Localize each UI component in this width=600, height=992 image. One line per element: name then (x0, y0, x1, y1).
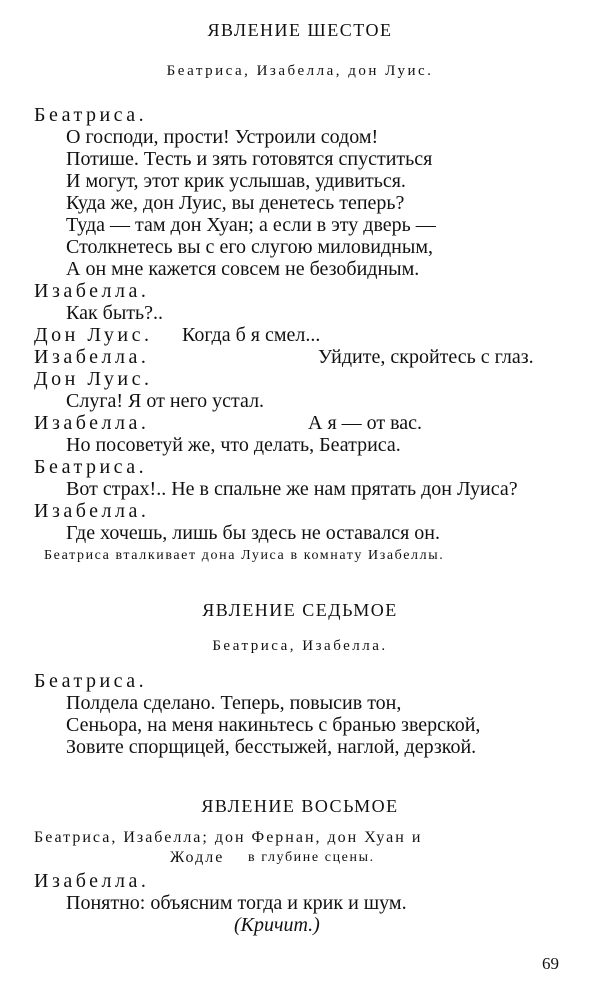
stage-direction: в глубине сцены. (248, 850, 375, 865)
speaker-name: Изабелла. (34, 500, 150, 522)
verse-line: Столкнетесь вы с его слугою миловидным, (66, 236, 433, 258)
verse-line: Туда — там дон Хуан; а если в эту дверь — (66, 214, 436, 236)
verse-line: Когда б я смел... (182, 324, 321, 346)
verse-line: Понятно: объясним тогда и крик и шум. (66, 892, 407, 914)
verse-line: Слуга! Я от него устал. (66, 390, 265, 412)
verse-line: Полдела сделано. Теперь, повысив тон, (66, 692, 402, 714)
stage-direction: Беатриса вталкивает дона Луиса в комнату Изабеллы. (44, 548, 445, 563)
verse-line: Как быть?.. (66, 302, 164, 324)
verse-line: А он мне кажется совсем не безобидным. (66, 258, 420, 280)
page-number: 69 (542, 954, 559, 973)
scene-8-cast-list: Беатриса, Изабелла; дон Фернан, дон Хуан и (34, 829, 423, 846)
speaker-name: Беатриса. (34, 104, 148, 126)
verse-line: А я — от вас. (308, 412, 423, 434)
verse-line: И могут, этот крик услышав, удивиться. (66, 170, 406, 192)
verse-line: Уйдите, скройтесь с глаз. (318, 346, 534, 368)
scene-6-cast-list: Беатриса, Изабелла, дон Луис. (166, 63, 434, 79)
scene-7-heading: ЯВЛЕНИЕ СЕДЬМОЕ (202, 600, 398, 620)
scene-6-heading: ЯВЛЕНИЕ ШЕСТОЕ (207, 20, 393, 40)
verse-line: Сеньора, на меня накиньтесь с бранью зверской, (66, 714, 481, 736)
speaker-name: Изабелла. (34, 412, 150, 434)
scene-8-heading: ЯВЛЕНИЕ ВОСЬМОЕ (201, 796, 399, 816)
verse-line: Куда же, дон Луис, вы денетесь теперь? (66, 192, 405, 214)
speaker-name: Беатриса. (34, 456, 148, 478)
scene-8-cast-name: Жодле (170, 849, 225, 866)
speaker-name: Дон Луис. (34, 368, 153, 390)
scene-7-cast-list: Беатриса, Изабелла. (212, 638, 388, 654)
verse-line: О господи, прости! Устроили содом! (66, 126, 379, 148)
speaker-name: Изабелла. (34, 870, 150, 892)
speaker-name: Беатриса. (34, 670, 148, 692)
verse-line: Но посоветуй же, что делать, Беатриса. (66, 434, 401, 456)
speaker-name: Изабелла. (34, 280, 150, 302)
verse-line: Где хочешь, лишь бы здесь не оставался он. (66, 522, 441, 544)
verse-line: Вот страх!.. Не в спальне же нам прятать дон Луиса? (66, 478, 518, 500)
stage-aside: (Кричит.) (234, 914, 320, 936)
speaker-name: Дон Луис. (34, 324, 153, 346)
verse-line: Потише. Тесть и зять готовятся спуститься (66, 148, 433, 170)
verse-line: Зовите спорщицей, бесстыжей, наглой, дерзкой. (66, 736, 477, 758)
speaker-name: Изабелла. (34, 346, 150, 368)
